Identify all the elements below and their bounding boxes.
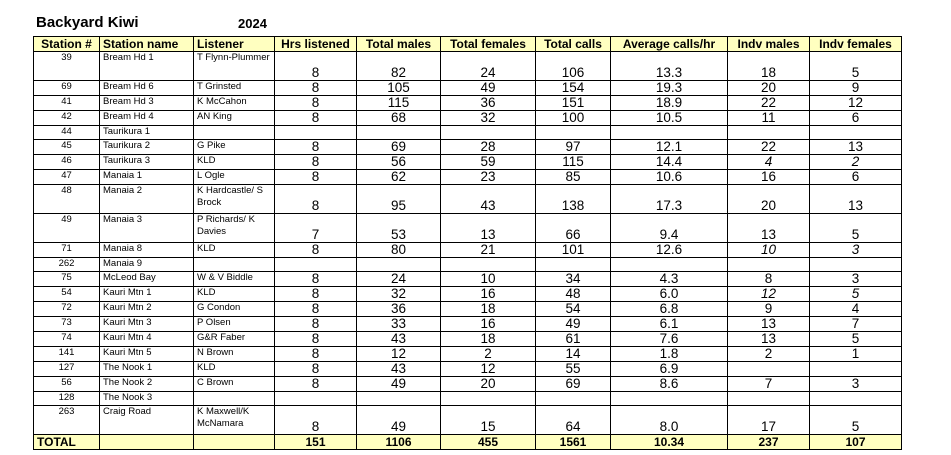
indv-females: 13	[810, 140, 902, 155]
indv-males: 10	[728, 243, 810, 258]
indv-males: 18	[728, 52, 810, 81]
hrs-listened: 8	[275, 347, 357, 362]
station-number: 42	[34, 111, 100, 126]
average-calls	[611, 392, 728, 406]
station-name: The Nook 2	[100, 377, 194, 392]
indv-males: 9	[728, 302, 810, 317]
total-males-sum: 1106	[357, 435, 441, 450]
total-calls: 106	[536, 52, 611, 81]
total-females	[441, 392, 536, 406]
table-row	[34, 287, 902, 302]
hrs-listened: 8	[275, 155, 357, 170]
average-calls: 10.5	[611, 111, 728, 126]
indv-males: 22	[728, 96, 810, 111]
station-name: Manaia 9	[100, 258, 194, 272]
total-females: 59	[441, 155, 536, 170]
total-males	[357, 126, 441, 140]
table-row	[34, 392, 902, 406]
total-males: 36	[357, 302, 441, 317]
indv-males: 22	[728, 140, 810, 155]
total-females	[441, 126, 536, 140]
station-number: 73	[34, 317, 100, 332]
total-males: 12	[357, 347, 441, 362]
indv-females: 1	[810, 347, 902, 362]
total-females: 10	[441, 272, 536, 287]
indv-females: 6	[810, 111, 902, 126]
total-females: 49	[441, 81, 536, 96]
total-females: 12	[441, 362, 536, 377]
kiwi-call-table	[33, 36, 902, 450]
total-calls: 55	[536, 362, 611, 377]
total-label: TOTAL	[34, 435, 100, 450]
indv-females	[810, 362, 902, 377]
average-calls: 13.3	[611, 52, 728, 81]
hrs-listened: 8	[275, 317, 357, 332]
total-hrs: 151	[275, 435, 357, 450]
hrs-listened: 7	[275, 214, 357, 243]
total-females: 24	[441, 52, 536, 81]
table-row	[34, 52, 902, 81]
header-hrs-listened: Hrs listened	[275, 37, 357, 52]
total-males: 49	[357, 377, 441, 392]
station-name: The Nook 1	[100, 362, 194, 377]
station-name: Taurikura 3	[100, 155, 194, 170]
hrs-listened: 8	[275, 243, 357, 258]
station-number: 127	[34, 362, 100, 377]
hrs-listened: 8	[275, 272, 357, 287]
total-calls: 66	[536, 214, 611, 243]
header-row	[34, 37, 902, 52]
total-calls: 69	[536, 377, 611, 392]
hrs-listened: 8	[275, 81, 357, 96]
table-row	[34, 96, 902, 111]
listener: P Richards/ K Davies	[194, 214, 275, 243]
listener: T Flynn-Plummer	[194, 52, 275, 81]
listener	[194, 126, 275, 140]
station-name: Kauri Mtn 1	[100, 287, 194, 302]
total-calls: 115	[536, 155, 611, 170]
listener	[194, 258, 275, 272]
table-row	[34, 126, 902, 140]
total-females: 16	[441, 287, 536, 302]
indv-males: 7	[728, 377, 810, 392]
listener: KLD	[194, 287, 275, 302]
average-calls	[611, 126, 728, 140]
total-indv-males: 237	[728, 435, 810, 450]
total-females	[441, 258, 536, 272]
indv-females	[810, 258, 902, 272]
station-name: Kauri Mtn 5	[100, 347, 194, 362]
total-calls: 138	[536, 185, 611, 214]
station-name: Manaia 3	[100, 214, 194, 243]
station-number: 44	[34, 126, 100, 140]
average-calls: 6.8	[611, 302, 728, 317]
hrs-listened: 8	[275, 111, 357, 126]
station-number: 69	[34, 81, 100, 96]
total-females: 20	[441, 377, 536, 392]
listener: T Grinsted	[194, 81, 275, 96]
indv-males: 12	[728, 287, 810, 302]
hrs-listened: 8	[275, 287, 357, 302]
indv-females: 5	[810, 332, 902, 347]
listener: AN King	[194, 111, 275, 126]
average-calls: 6.0	[611, 287, 728, 302]
total-females: 18	[441, 332, 536, 347]
total-females: 15	[441, 406, 536, 435]
station-name: The Nook 3	[100, 392, 194, 406]
listener: G Pike	[194, 140, 275, 155]
hrs-listened	[275, 126, 357, 140]
total-calls: 61	[536, 332, 611, 347]
table-row	[34, 362, 902, 377]
header-listener: Listener	[194, 37, 275, 52]
total-males: 62	[357, 170, 441, 185]
listener: K Maxwell/K McNamara	[194, 406, 275, 435]
hrs-listened	[275, 258, 357, 272]
table-row	[34, 243, 902, 258]
table-row	[34, 377, 902, 392]
total-row	[34, 435, 902, 450]
total-males: 105	[357, 81, 441, 96]
listener	[194, 392, 275, 406]
total-blank-name	[100, 435, 194, 450]
listener: K Hardcastle/ S Brock	[194, 185, 275, 214]
total-calls: 54	[536, 302, 611, 317]
total-males: 80	[357, 243, 441, 258]
station-number: 71	[34, 243, 100, 258]
hrs-listened: 8	[275, 52, 357, 81]
total-males: 43	[357, 362, 441, 377]
station-name: Bream Hd 4	[100, 111, 194, 126]
indv-males: 8	[728, 272, 810, 287]
total-females: 36	[441, 96, 536, 111]
total-males: 82	[357, 52, 441, 81]
station-number: 75	[34, 272, 100, 287]
table-row	[34, 214, 902, 243]
total-indv-females: 107	[810, 435, 902, 450]
station-number: 47	[34, 170, 100, 185]
hrs-listened	[275, 392, 357, 406]
station-name: Manaia 1	[100, 170, 194, 185]
indv-females: 5	[810, 287, 902, 302]
total-calls: 101	[536, 243, 611, 258]
table-row	[34, 406, 902, 435]
table-row	[34, 272, 902, 287]
total-females-sum: 455	[441, 435, 536, 450]
total-males: 53	[357, 214, 441, 243]
listener: N Brown	[194, 347, 275, 362]
total-calls: 34	[536, 272, 611, 287]
listener: G&R Faber	[194, 332, 275, 347]
total-males: 49	[357, 406, 441, 435]
station-number: 48	[34, 185, 100, 214]
header-average-calls: Average calls/hr	[611, 37, 728, 52]
average-calls	[611, 258, 728, 272]
total-males: 95	[357, 185, 441, 214]
total-males: 32	[357, 287, 441, 302]
total-males: 69	[357, 140, 441, 155]
station-number: 41	[34, 96, 100, 111]
total-calls: 97	[536, 140, 611, 155]
indv-females	[810, 392, 902, 406]
station-name: Bream Hd 1	[100, 52, 194, 81]
station-number: 262	[34, 258, 100, 272]
station-number: 128	[34, 392, 100, 406]
station-name: Taurikura 2	[100, 140, 194, 155]
hrs-listened: 8	[275, 140, 357, 155]
station-number: 39	[34, 52, 100, 81]
header-total-calls: Total calls	[536, 37, 611, 52]
indv-males	[728, 126, 810, 140]
average-calls: 7.6	[611, 332, 728, 347]
total-calls	[536, 126, 611, 140]
total-females: 18	[441, 302, 536, 317]
station-number: 72	[34, 302, 100, 317]
indv-males: 13	[728, 214, 810, 243]
average-calls: 8.0	[611, 406, 728, 435]
indv-males: 4	[728, 155, 810, 170]
total-calls: 151	[536, 96, 611, 111]
average-calls: 9.4	[611, 214, 728, 243]
total-average: 10.34	[611, 435, 728, 450]
station-name: Craig Road	[100, 406, 194, 435]
sheet-title: Backyard Kiwi	[36, 14, 139, 31]
station-number: 56	[34, 377, 100, 392]
total-females: 16	[441, 317, 536, 332]
indv-females: 12	[810, 96, 902, 111]
total-males: 68	[357, 111, 441, 126]
total-calls: 14	[536, 347, 611, 362]
total-females: 43	[441, 185, 536, 214]
average-calls: 8.6	[611, 377, 728, 392]
station-name: Bream Hd 6	[100, 81, 194, 96]
average-calls: 4.3	[611, 272, 728, 287]
listener: P Olsen	[194, 317, 275, 332]
indv-males: 2	[728, 347, 810, 362]
indv-females: 6	[810, 170, 902, 185]
total-females: 28	[441, 140, 536, 155]
total-males	[357, 258, 441, 272]
average-calls: 6.1	[611, 317, 728, 332]
total-females: 23	[441, 170, 536, 185]
station-number: 74	[34, 332, 100, 347]
total-calls: 100	[536, 111, 611, 126]
indv-males	[728, 392, 810, 406]
total-males: 56	[357, 155, 441, 170]
indv-females	[810, 126, 902, 140]
total-males	[357, 392, 441, 406]
total-males: 43	[357, 332, 441, 347]
indv-females: 5	[810, 214, 902, 243]
listener: W & V Biddle	[194, 272, 275, 287]
header-total-females: Total females	[441, 37, 536, 52]
average-calls: 1.8	[611, 347, 728, 362]
indv-females: 3	[810, 272, 902, 287]
indv-females: 5	[810, 406, 902, 435]
station-name: Kauri Mtn 4	[100, 332, 194, 347]
header-station-number: Station #	[34, 37, 100, 52]
total-males: 24	[357, 272, 441, 287]
table-row	[34, 347, 902, 362]
indv-females: 13	[810, 185, 902, 214]
total-calls: 64	[536, 406, 611, 435]
header-total-males: Total males	[357, 37, 441, 52]
table-row	[34, 155, 902, 170]
total-calls: 154	[536, 81, 611, 96]
indv-males	[728, 258, 810, 272]
average-calls: 12.1	[611, 140, 728, 155]
hrs-listened: 8	[275, 377, 357, 392]
hrs-listened: 8	[275, 332, 357, 347]
indv-males: 16	[728, 170, 810, 185]
listener: G Condon	[194, 302, 275, 317]
average-calls: 12.6	[611, 243, 728, 258]
station-name: Manaia 8	[100, 243, 194, 258]
header-indv-males: Indv males	[728, 37, 810, 52]
table-row	[34, 317, 902, 332]
total-males: 115	[357, 96, 441, 111]
table-row	[34, 81, 902, 96]
total-calls: 85	[536, 170, 611, 185]
indv-males: 13	[728, 332, 810, 347]
total-females: 2	[441, 347, 536, 362]
station-name: McLeod Bay	[100, 272, 194, 287]
station-number: 141	[34, 347, 100, 362]
sheet-year: 2024	[238, 16, 267, 31]
average-calls: 6.9	[611, 362, 728, 377]
station-name: Bream Hd 3	[100, 96, 194, 111]
average-calls: 17.3	[611, 185, 728, 214]
total-calls: 48	[536, 287, 611, 302]
hrs-listened: 8	[275, 185, 357, 214]
table-row	[34, 185, 902, 214]
listener: KLD	[194, 243, 275, 258]
table-row	[34, 258, 902, 272]
table-row	[34, 302, 902, 317]
indv-females: 7	[810, 317, 902, 332]
header-indv-females: Indv females	[810, 37, 902, 52]
station-name: Taurikura 1	[100, 126, 194, 140]
total-calls	[536, 392, 611, 406]
indv-males: 13	[728, 317, 810, 332]
listener: K McCahon	[194, 96, 275, 111]
station-number: 45	[34, 140, 100, 155]
total-blank-listener	[194, 435, 275, 450]
total-females: 21	[441, 243, 536, 258]
average-calls: 19.3	[611, 81, 728, 96]
table-row	[34, 170, 902, 185]
station-number: 54	[34, 287, 100, 302]
indv-females: 2	[810, 155, 902, 170]
indv-males: 20	[728, 185, 810, 214]
hrs-listened: 8	[275, 170, 357, 185]
listener: C Brown	[194, 377, 275, 392]
station-number: 46	[34, 155, 100, 170]
header-station-name: Station name	[100, 37, 194, 52]
indv-males: 20	[728, 81, 810, 96]
indv-females: 3	[810, 243, 902, 258]
indv-females: 5	[810, 52, 902, 81]
total-calls	[536, 258, 611, 272]
indv-males: 11	[728, 111, 810, 126]
station-name: Kauri Mtn 2	[100, 302, 194, 317]
station-number: 263	[34, 406, 100, 435]
table-row	[34, 332, 902, 347]
station-name: Kauri Mtn 3	[100, 317, 194, 332]
average-calls: 14.4	[611, 155, 728, 170]
total-calls-sum: 1561	[536, 435, 611, 450]
average-calls: 18.9	[611, 96, 728, 111]
station-name: Manaia 2	[100, 185, 194, 214]
indv-females: 4	[810, 302, 902, 317]
hrs-listened: 8	[275, 96, 357, 111]
indv-females: 9	[810, 81, 902, 96]
station-number: 49	[34, 214, 100, 243]
indv-females: 3	[810, 377, 902, 392]
hrs-listened: 8	[275, 302, 357, 317]
hrs-listened: 8	[275, 362, 357, 377]
average-calls: 10.6	[611, 170, 728, 185]
hrs-listened: 8	[275, 406, 357, 435]
total-females: 32	[441, 111, 536, 126]
total-males: 33	[357, 317, 441, 332]
table-row	[34, 111, 902, 126]
indv-males: 17	[728, 406, 810, 435]
total-females: 13	[441, 214, 536, 243]
table-row	[34, 140, 902, 155]
listener: L Ogle	[194, 170, 275, 185]
listener: KLD	[194, 155, 275, 170]
indv-males	[728, 362, 810, 377]
listener: KLD	[194, 362, 275, 377]
total-calls: 49	[536, 317, 611, 332]
